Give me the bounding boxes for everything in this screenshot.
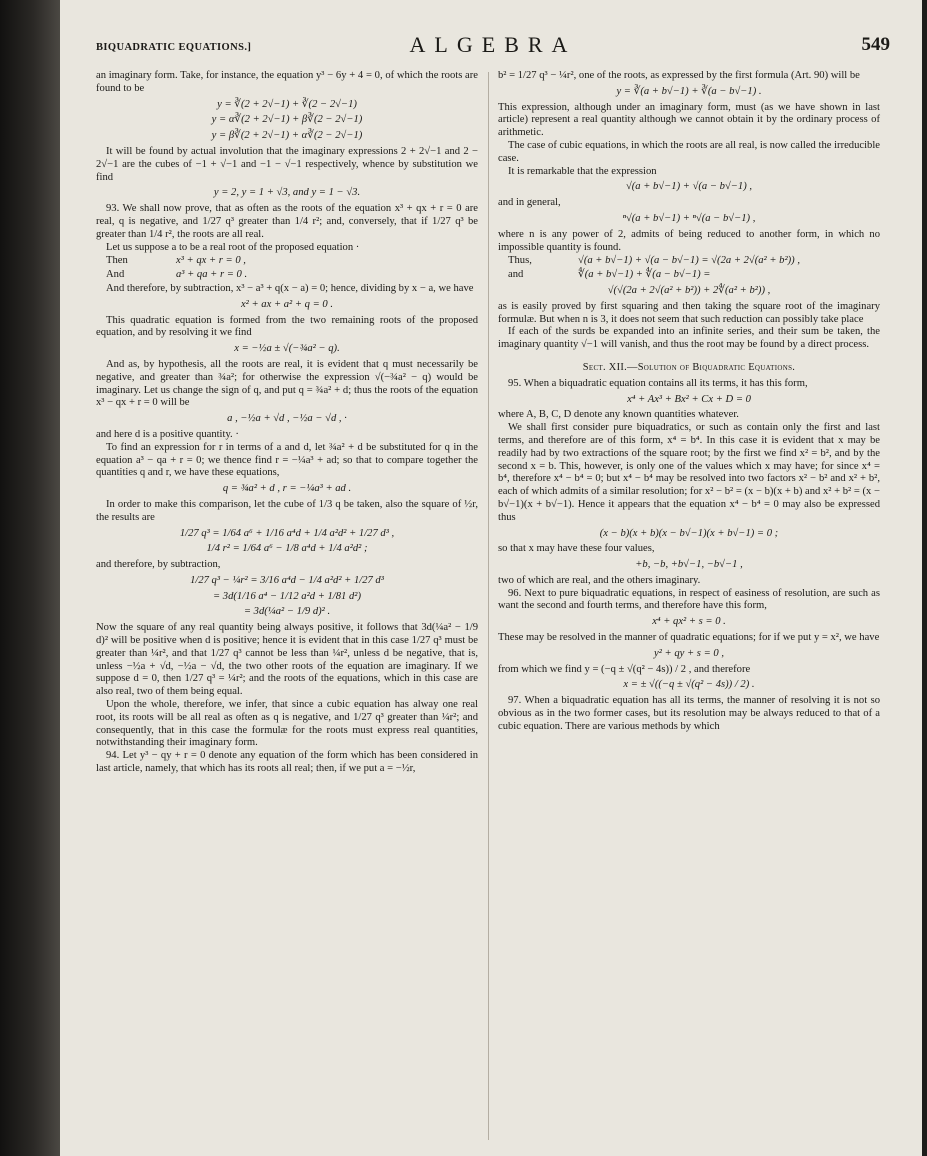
equation-label: and [508,269,524,281]
paragraph: where n is any power of 2, admits of being reduced to another form, in which no impossible quantity is found. [498,228,880,253]
equation: 1/27 q³ = 1/64 a⁶ + 1/16 a⁴d + 1/4 a²d² + 1/27 d³ , [179,527,395,539]
equation: y = β∛(2 + 2√−1) + α∛(2 − 2√−1) [211,130,363,142]
paragraph: from which we find y = (−q ± √(q² − 4s)) / 2 , and therefore [498,663,751,675]
paragraph: In order to make this comparison, let the cube of 1/3 q be taken, also the square of ½r, the results are [96,498,478,523]
paragraph: This expression, although under an imaginary form, must (as we have shown in last article) represent a real quantity although we cannot obtain it by the ordinary process of arithmetic. [498,101,880,139]
paragraph: and therefore, by subtraction, [96,559,221,571]
paragraph: 97. When a biquadratic equation has all its terms, the manner of resolving it is not so obvious as in the two former cases, but its resolution may be always reduced to that of a cubic equation. There are various methods by which [498,695,880,732]
equation: ∜(a + b√−1) + ∜(a − b√−1) = [578,269,711,281]
paragraph: where A, B, C, D denote any known quantities whatever. [498,409,739,421]
equation: = 3d(1/16 a⁴ − 1/12 a²d + 1/81 d²) [212,590,361,602]
paragraph: To find an expression for r in terms of a and d, let ¾a² + d be substituted for q in the equation a³ − qa + r = 0; we thence find r = −¼a³ + ad; so that to compare together the quantities q and r, we have these equations, [96,441,478,479]
equation-label: Thus, [508,255,532,267]
equation: √(a + b√−1) + √(a − b√−1) , [625,181,753,193]
equation: y = 2, y = 1 + √3, and y = 1 − √3. [213,187,361,199]
equation-label: And [106,269,125,281]
paragraph: and here d is a positive quantity. · [96,428,239,440]
paragraph: This quadratic equation is formed from the two remaining roots of the proposed equation, and by resolving it we find [96,314,478,339]
equation: x⁴ + Ax³ + Bx² + Cx + D = 0 [627,393,751,405]
equation: √(a + b√−1) + √(a − b√−1) = √(2a + 2√(a² + b²)) , [578,255,800,267]
equation: q = ¾a² + d , r = −¼a³ + ad . [222,483,352,495]
left-column [96,70,478,776]
paragraph: 93. We shall now prove, that as often as the roots of the equation x³ + qx + r = 0 are real, q is negative, and 1/27 q³ greater than 1/4 r²; and, conversely, that if 1/27 q³ be greater than 1/4 r², the roots are all real. [96,203,478,240]
equation: 1/27 q³ − ¼r² = 3/16 a⁴d − 1/4 a²d² + 1/27 d³ [190,574,384,586]
equation: = 3d(¼a² − 1/9 d)² . [243,606,331,618]
paragraph: and in general, [498,197,561,209]
paragraph: b² = 1/27 q³ − ¼r², one of the roots, as expressed by the first formula (Art. 90) will be [498,70,860,81]
equation-row [498,269,880,282]
paragraph: 94. Let y³ − qy + r = 0 denote any equation of the form which has been considered in last article, namely, that which has its roots all real; then, if we put a = −½r, [96,750,478,775]
page-number: 549 [861,34,890,55]
paragraph: It will be found by actual involution that the imaginary expressions 2 + 2√−1 and 2 − 2√−1 are the cubes of −1 + √−1 and −1 − √−1 respectively, whence by substitution we find [96,145,478,183]
section-heading: Sect. XII.—Solution of Biquadratic Equations. [582,361,796,373]
paragraph: We shall first consider pure biquadratics, or such as contain only the first and last terms, and therefore are of this form, x⁴ = b⁴. In this case it is evident that x may be readily had by two extractions of the square root; by the first we find x² = b², and by the second x = b. This, however, is only one of the values which x may have; for since x⁴ = b⁴, therefore x⁴ − b⁴ = 0; but x⁴ − b⁴ may be resolved into two factors x² − b² and x² + b², each of which admits of a similar resolution; for x² − b² = (x − b)(x + b) and x² + b² = (x − b√−1)(x + b√−1). Hence it appears that the equation x⁴ − b⁴ = 0 may also be expressed thus [498,422,880,523]
paragraph: 95. When a biquadratic equation contains all its terms, it has this form, [508,377,808,389]
paragraph: It is remarkable that the expression [508,165,657,177]
paragraph: so that x may have these four values, [498,543,655,555]
paragraph: two of which are real, and the others imaginary. [498,574,701,586]
right-column [498,70,880,734]
equation: y = α∛(2 + 2√−1) + β∛(2 − 2√−1) [211,114,363,126]
page-title: ALGEBRA [409,32,577,57]
equation: y = ∛(2 + 2√−1) + ∛(2 − 2√−1) [217,98,357,110]
equation: x = ± √((−q ± √(q² − 4s)) / 2) . [623,679,755,691]
equation: ⁿ√(a + b√−1) + ⁿ√(a − b√−1) , [622,212,756,224]
paragraph: If each of the surds be expanded into an infinite series, and their sum be taken, the imaginary quantity √−1 will vanish, and thus the root may be found by a direct process. [498,326,880,351]
book-gutter-shadow [0,0,60,1156]
page-header [96,32,890,66]
equation-row [96,269,478,282]
equation: y = ∛(a + b√−1) + ∛(a − b√−1) . [616,85,762,97]
equation: +b, −b, +b√−1, −b√−1 , [635,559,743,571]
equation: √(√(2a + 2√(a² + b²)) + 2∜(a² + b²)) , [607,284,771,296]
paragraph: And as, by hypothesis, all the roots are real, it is evident that q must necessarily be negative, and greater than ¾a²; for otherwise the expression √(−¾a² − q) would be imaginary. Let us change the sign of q, and put q = ¾a² + d; thus the roots of the equation x³ − qx + r = 0 will be [96,358,478,409]
paragraph: Now the square of any real quantity being always positive, it follows that 3d(¼a² − 1/9 d)² will be positive when d is positive; hence it is evident that in this case 1/27 q³ must be greater than ¼r², and that 1/27 q³ cannot be less than ¼r², unless d be negative, that is, unless −½a + √d, −½a − √d, the two other roots of the equation are imaginary. If we suppose d = 0, then 1/27 q³ = ¼r²; and the roots of the equations, which in this case are also real, two of them being equal. [96,622,478,698]
equation: a , −½a + √d , −½a − √d , · [227,413,347,425]
equation: y² + qy + s = 0 , [654,647,724,659]
paragraph: And therefore, by subtraction, x³ − a³ + q(x − a) = 0; hence, dividing by x − a, we have [106,282,474,294]
paragraph: 96. Next to pure biquadratic equations, in respect of easiness of resolution, are such as want the second and fourth terms, and therefore have this form, [498,587,880,612]
equation: x⁴ + qx² + s = 0 . [652,616,726,628]
paragraph: Upon the whole, therefore, we infer, that since a cubic equation has alway one real root, its roots will be all real as often as q is negative, and 1/27 q³ greater than ¼r²; and consequently, that in this case the formulæ for the roots must express real quantities, notwithstanding their imaginary form. [96,699,478,749]
equation-row [96,255,478,268]
equation: 1/4 r² = 1/64 a⁶ − 1/8 a⁴d + 1/4 a²d² ; [206,543,368,555]
equation-label: Then [106,255,128,267]
column-divider [488,72,489,1140]
paragraph: The case of cubic equations, in which the roots are all real, is now called the irreducible case. [498,139,880,164]
equation-row [498,255,880,268]
paragraph: These may be resolved in the manner of quadratic equations; for if we put y = x², we have [498,632,880,644]
equation: a³ + qa + r = 0 . [176,269,248,281]
equation: x² + ax + a² + q = 0 . [240,298,334,310]
book-page [60,0,922,1156]
paragraph: as is easily proved by first squaring and then taking the square root of the imaginary formulæ. But when n is 3, it does not seem that such reduction can possibly take place [498,300,880,325]
paragraph: an imaginary form. Take, for instance, the equation y³ − 6y + 4 = 0, of which the roots are found to be [96,70,478,94]
equation: x = −½a ± √(−¾a² − q). [234,343,340,355]
paragraph: Let us suppose a to be a real root of the proposed equation · [106,241,360,253]
equation: x³ + qx + r = 0 , [176,255,246,267]
running-head: BIQUADRATIC EQUATIONS.] [96,42,252,53]
equation: (x − b)(x + b)(x − b√−1)(x + b√−1) = 0 ; [599,527,779,539]
